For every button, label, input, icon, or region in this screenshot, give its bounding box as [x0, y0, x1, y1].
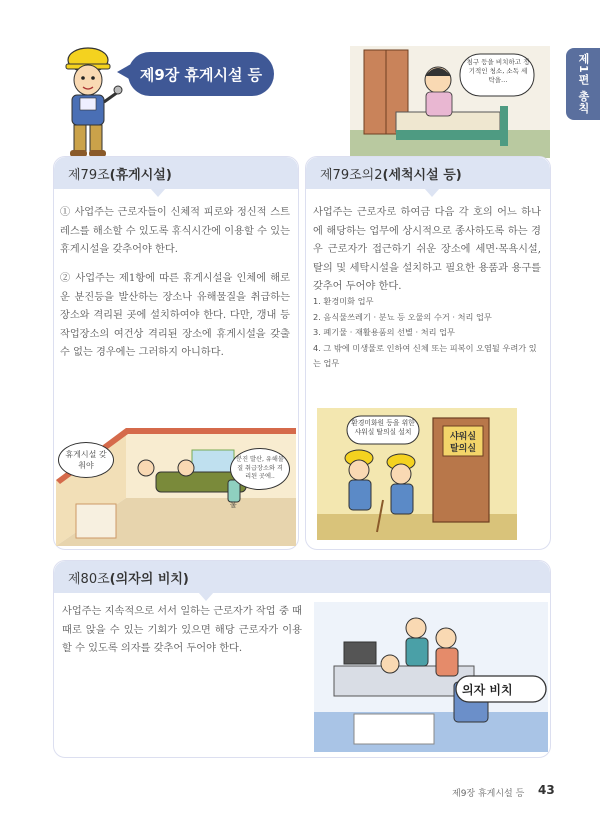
shower-room-illustration: [317, 408, 517, 540]
list-item: 3. 폐기물 · 재활용품의 선별 · 처리 업무: [313, 327, 455, 337]
worker-mascot-illustration: [52, 40, 124, 162]
article-79-2-heading: [306, 157, 550, 189]
article-79-2-title: (세척시설 등): [382, 167, 462, 183]
page-number: 43: [538, 783, 555, 797]
article-80-title: (의자의 비치): [109, 571, 189, 587]
article-79-heading: [54, 157, 298, 189]
article-79-2-para: 사업주는 근로자로 하여금 다음 각 호의 어느 하나에 해당하는 업무에 상시적으로 종사하도록 하는 경우 근로자가 접근하기 쉬운 장소에 세면·목욕시설, 탈의 및 세탁시설을 설치하고 필요한 용품과 용구를 갖추어 두어야 한다.: [313, 207, 541, 292]
article-79-para-1: ① 사업주는 근로자들이 신체적 피로와 정신적 스트레스를 해소할 수 있도록 휴식시간에 이용할 수 있는 휴게시설을 갖추어야 한다.: [60, 207, 290, 255]
article-79-2-list: [313, 294, 541, 372]
rest-room-speech-right: 분진 발산, 유해물질 취급장소와 격리된 곳에..: [230, 448, 290, 490]
list-item: 2. 음식물쓰레기 · 분뇨 등 오물의 수거 · 처리 업무: [313, 311, 492, 322]
article-80-heading-tail: [198, 592, 214, 601]
bottle-label: 물: [230, 501, 237, 509]
list-item: 4. 그 밖에 미생물로 인하여 신체 또는 피복이 오염될 우려가 있는 업무: [313, 342, 537, 368]
article-79-number: 제79조: [68, 167, 110, 183]
chapter-title: 제9장 휴게시설 등: [128, 52, 274, 96]
footer-chapter: 제9장 휴게시설 등: [452, 789, 525, 799]
door-sign: 샤워실 탈의실: [449, 432, 477, 454]
article-80-heading: [54, 561, 550, 593]
shower-room-speech: 환경미화원 등을 위한 샤워실 탈의실 설치: [351, 419, 415, 436]
article-79-heading-tail: [150, 188, 166, 197]
article-80-para: 사업주는 지속적으로 서서 일하는 근로자가 작업 중 때때로 앉을 수 있는 기회가 있으면 해당 근로자가 이용할 수 있도록 의자를 갖추어 두어야 한다.: [62, 606, 302, 654]
chair-speech: 의자 비치: [462, 683, 513, 697]
side-tab: [566, 48, 600, 120]
top-speech-text: 침구 등을 비치하고 정기적인 청소, 소독 세탁을…: [466, 58, 530, 84]
list-item: 1. 환경미화 업무: [313, 296, 374, 306]
article-79-para-2: ② 사업주는 제1항에 따른 휴게시설을 인체에 해로운 분진등을 발산하는 장소나 유해물질을 취급하는 장소와 격리된 곳에 설치하여야 한다. 다만, 갱내 등 작업장소의 여건상 격리된 장소에 휴게시설을 갖출 수 없는 경우에는 그러하지 아니하다.: [60, 273, 290, 358]
article-79-2-number: 제79조의2: [320, 167, 383, 183]
article-80-number: 제80조: [68, 571, 110, 587]
article-79-title: (휴게시설): [109, 167, 172, 183]
side-tab-label: 제1편 총칙: [577, 53, 590, 115]
rest-room-speech-left: 휴게시설 갖춰야: [58, 442, 114, 478]
office-chair-illustration: [314, 602, 548, 752]
article-79-2-heading-tail: [424, 188, 440, 197]
